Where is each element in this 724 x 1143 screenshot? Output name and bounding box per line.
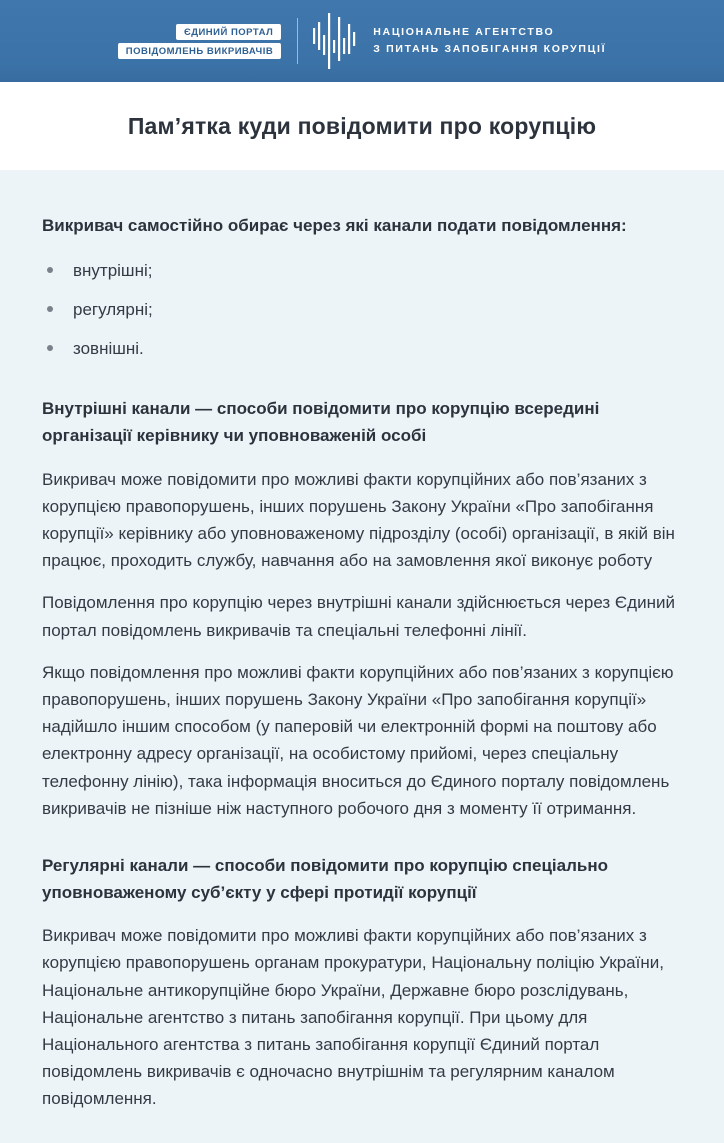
page-title: Пам’ятка куди повідомити про корупцію — [127, 112, 597, 139]
content-panel — [0, 170, 724, 1143]
list-item-regular: регулярні; — [47, 298, 682, 323]
list-item-internal: внутрішні; — [47, 259, 682, 284]
paragraph: Якщо повідомлення про можливі факти корупційних або пов’язаних з корупцією правопорушень, інших порушень Закону України «Про запобігання корупції» надійшло іншим способом (у паперовій чи електронній формі на поштову або електронну адресу організації, на особистому прийомі, через спеціальну телефонну лінію), така інформація вноситься до Єдиного порталу повідомлень викривачів не пізніше ніж наступного робочого дня з моменту її отримання. — [42, 662, 674, 818]
list-item-external: зовнішні. — [47, 337, 682, 362]
portal-logo — [118, 24, 281, 59]
section-heading-internal-channels: Внутрішні канали — способи повідомити про корупцію всередині організації керівнику чи уповноваженій особі — [42, 399, 600, 446]
header-divider — [297, 18, 298, 64]
portal-badge-top: ЄДИНИЙ ПОРТАЛ — [176, 24, 281, 40]
agency-logo-text — [373, 24, 606, 58]
section-heading-regular-channels: Регулярні канали — способи повідомити про корупцію спеціально уповноваженому суб’єкту у сфері протидії корупції — [42, 855, 609, 903]
paragraph: Повідомлення про корупцію через внутрішні канали здійснюється через Єдиний портал повідомлень викривачів та спеціальні телефонні лінії. — [42, 593, 675, 640]
portal-badge-bottom: ПОВІДОМЛЕНЬ ВИКРИВАЧІВ — [118, 43, 281, 59]
paragraph: Викривач може повідомити про можливі факти корупційних або пов’язаних з корупцією правопорушень органам прокуратури, Національну поліцію України, Національне антикорупційне бюро України, Державне бюро розслідувань, Національне агентство з питань запобігання корупції. При цьому для Національного агентства з питань запобігання корупції Єдиний портал повідомлень викривачів є одночасно внутрішнім та регулярним каналом повідомлення. — [42, 926, 664, 1109]
title-band — [0, 82, 724, 170]
header-logos — [118, 13, 606, 69]
intro-heading: Викривач самостійно обирає через які канали подати повідомлення: — [42, 216, 627, 235]
paragraph: Викривач може повідомити про можливі факти корупційних або пов’язаних з корупцією правопорушень, інших порушень Закону України «Про запобігання корупції» керівнику або уповноваженому підрозділу (особі) організації, в якій він працює, проходить службу, навчання або на замовлення якої виконує роботу — [42, 469, 675, 571]
agency-name-line1: НАЦІОНАЛЬНЕ АГЕНТСТВО — [373, 26, 555, 39]
header-banner — [0, 0, 724, 82]
sound-bars-icon — [313, 13, 359, 69]
agency-name-line2: З ПИТАНЬ ЗАПОБІГАННЯ КОРУПЦІЇ — [373, 43, 607, 55]
channels-list — [47, 259, 682, 361]
